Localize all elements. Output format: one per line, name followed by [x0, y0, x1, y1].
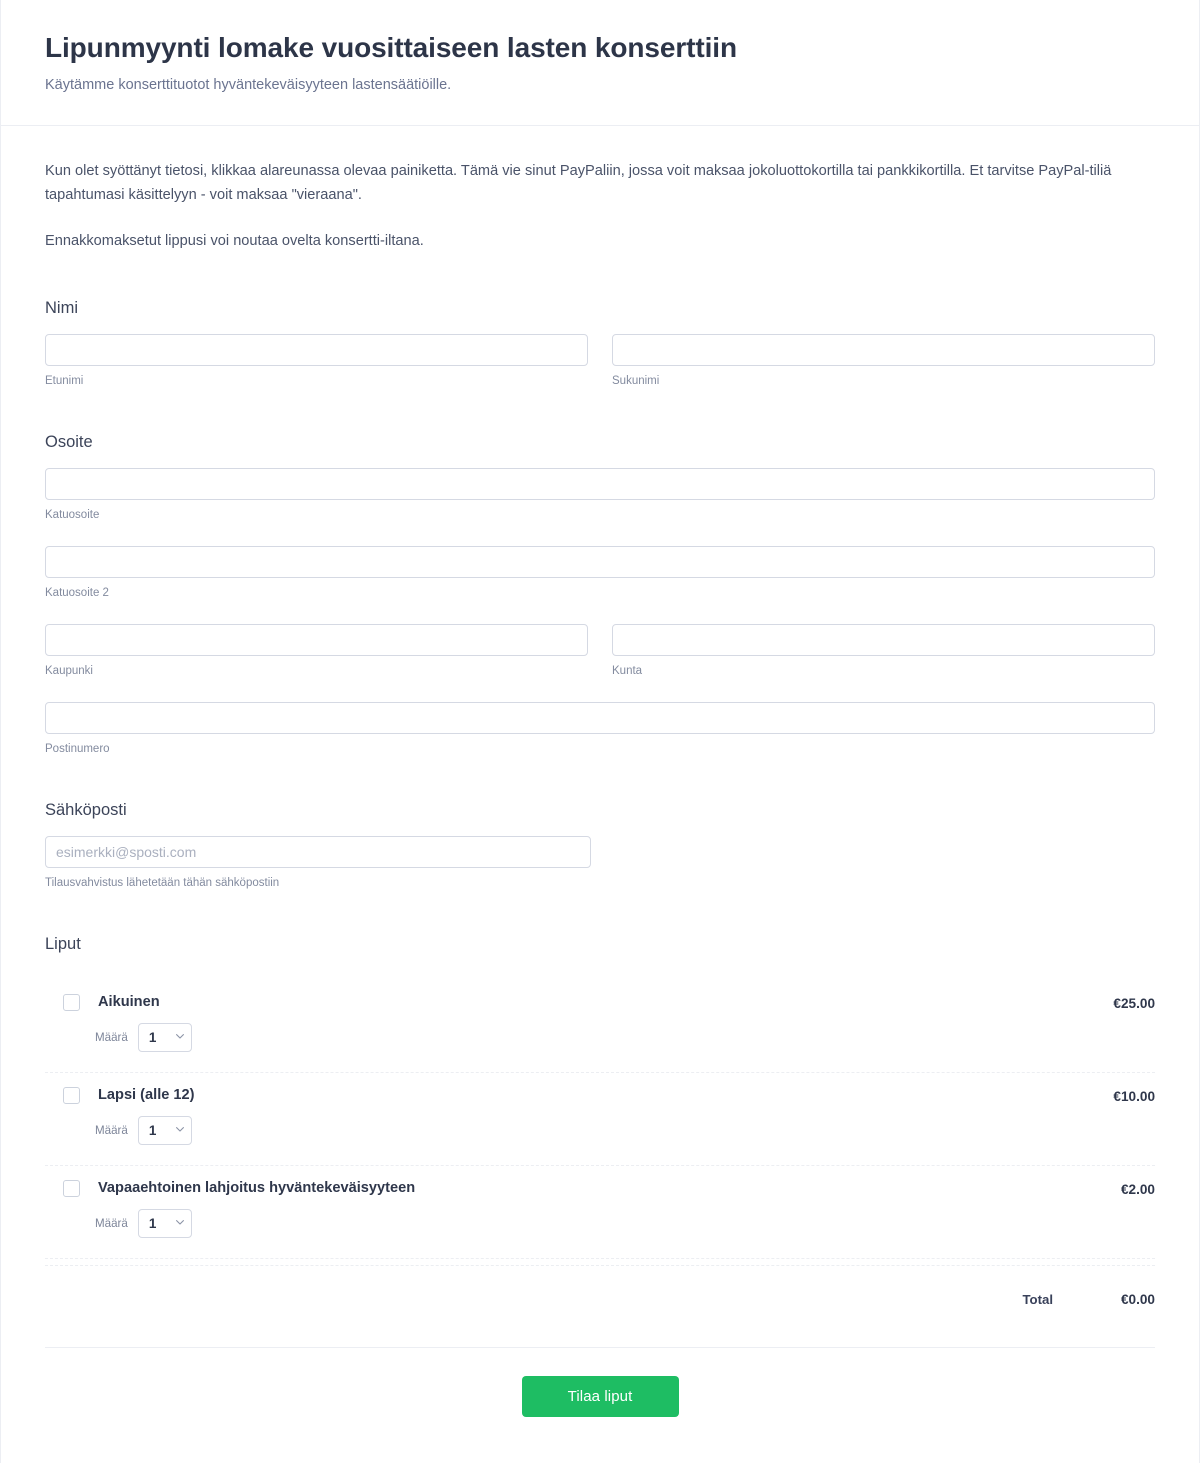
tickets-group-label: Liput — [45, 934, 81, 953]
quantity-select-wrapper — [138, 1116, 192, 1145]
ticket-quantity-line — [45, 1023, 1155, 1052]
street-address-sublabel: Katuosoite — [45, 509, 100, 522]
quantity-select-donation[interactable] — [138, 1209, 192, 1238]
street-address-2-input[interactable] — [45, 546, 1155, 578]
first-name-column — [45, 334, 588, 389]
ticket-price-donation: €2.00 — [1120, 1181, 1155, 1197]
street1-column — [45, 468, 1155, 523]
quantity-select-wrapper — [138, 1209, 192, 1238]
quantity-label: Määrä — [95, 1123, 128, 1137]
ticket-checkbox-donation[interactable] — [63, 1180, 80, 1197]
ticket-checkbox-adult[interactable] — [63, 994, 80, 1011]
postal-code-input[interactable] — [45, 702, 1155, 734]
city-column — [45, 624, 588, 679]
quantity-select-wrapper — [138, 1023, 192, 1052]
ticket-header — [45, 1087, 1155, 1104]
zip-row — [45, 702, 1155, 757]
last-name-sublabel: Sukunimi — [612, 375, 660, 388]
street2-row — [45, 546, 1155, 601]
name-group-label: Nimi — [45, 299, 78, 318]
tickets-field-group — [45, 935, 1155, 1307]
address-group-label: Osoite — [45, 433, 93, 452]
page-title: Lipunmyynti lomake vuosittaiseen lasten konserttiin — [45, 32, 737, 63]
form-footer — [45, 1347, 1155, 1457]
ticket-label-adult: Aikuinen — [98, 994, 160, 1011]
form-header — [1, 0, 1199, 126]
postal-code-sublabel: Postinumero — [45, 742, 110, 755]
city-state-row — [45, 624, 1155, 679]
city-sublabel: Kaupunki — [45, 665, 93, 678]
city-input[interactable] — [45, 624, 588, 656]
email-sublabel: Tilausvahvistus lähetetään tähän sähköpostiin — [45, 876, 280, 889]
ticket-price-child: €10.00 — [1113, 1088, 1155, 1104]
street1-row — [45, 468, 1155, 523]
ticket-header — [45, 1180, 1155, 1197]
street2-column — [45, 546, 1155, 601]
state-sublabel: Kunta — [612, 665, 643, 678]
ticket-label-donation: Vapaaehtoinen lahjoitus hyväntekeväisyyteen — [98, 1180, 416, 1197]
quantity-label: Määrä — [95, 1216, 128, 1230]
email-group-label: Sähköposti — [45, 800, 127, 819]
street-address-2-sublabel: Katuosoite 2 — [45, 587, 109, 600]
last-name-column — [612, 334, 1155, 389]
page-subtitle: Käytämme konserttituotot hyväntekeväisyyteen lastensäätiöille. — [45, 77, 452, 93]
total-amount: €0.00 — [1120, 1291, 1155, 1307]
ticket-price-adult: €25.00 — [1113, 995, 1155, 1011]
state-column — [612, 624, 1155, 679]
intro-paragraph-1: Kun olet syöttänyt tietosi, klikkaa alareunassa olevaa painiketta. Tämä vie sinut PayPaliin, jossa voit maksaa jokoluottokortilla tai pankkikortilla. Et tarvitse PayPal-tiliä tapahtumasi käsittelyyn - voit maksaa "vieraana". — [45, 163, 1112, 203]
ticket-row — [45, 1166, 1155, 1259]
intro-paragraph-2: Ennakkomaksetut lippusi voi noutaa ovelta konsertti-iltana. — [45, 232, 424, 249]
ticket-checkbox-child[interactable] — [63, 1087, 80, 1104]
ticket-row — [45, 1073, 1155, 1166]
ticket-label-child: Lapsi (alle 12) — [98, 1087, 195, 1104]
form-body — [1, 126, 1199, 1457]
address-field-group — [45, 433, 1155, 757]
street-address-input[interactable] — [45, 468, 1155, 500]
quantity-label: Määrä — [95, 1030, 128, 1044]
zip-column — [45, 702, 1155, 757]
ticket-header — [45, 994, 1155, 1011]
email-input[interactable] — [45, 836, 591, 868]
quantity-select-child[interactable] — [138, 1116, 192, 1145]
last-name-input[interactable] — [612, 334, 1155, 366]
email-field-group — [45, 801, 1155, 891]
tickets-list — [45, 980, 1155, 1307]
ticket-quantity-line — [45, 1209, 1155, 1238]
ticket-quantity-line — [45, 1116, 1155, 1145]
total-label: Total — [1022, 1291, 1053, 1307]
quantity-select-adult[interactable] — [138, 1023, 192, 1052]
ticket-row — [45, 980, 1155, 1073]
state-input[interactable] — [612, 624, 1155, 656]
name-row — [45, 334, 1155, 389]
total-row — [45, 1265, 1155, 1307]
first-name-sublabel: Etunimi — [45, 375, 84, 388]
first-name-input[interactable] — [45, 334, 588, 366]
name-field-group — [45, 299, 1155, 389]
submit-button[interactable]: Tilaa liput — [522, 1376, 679, 1417]
